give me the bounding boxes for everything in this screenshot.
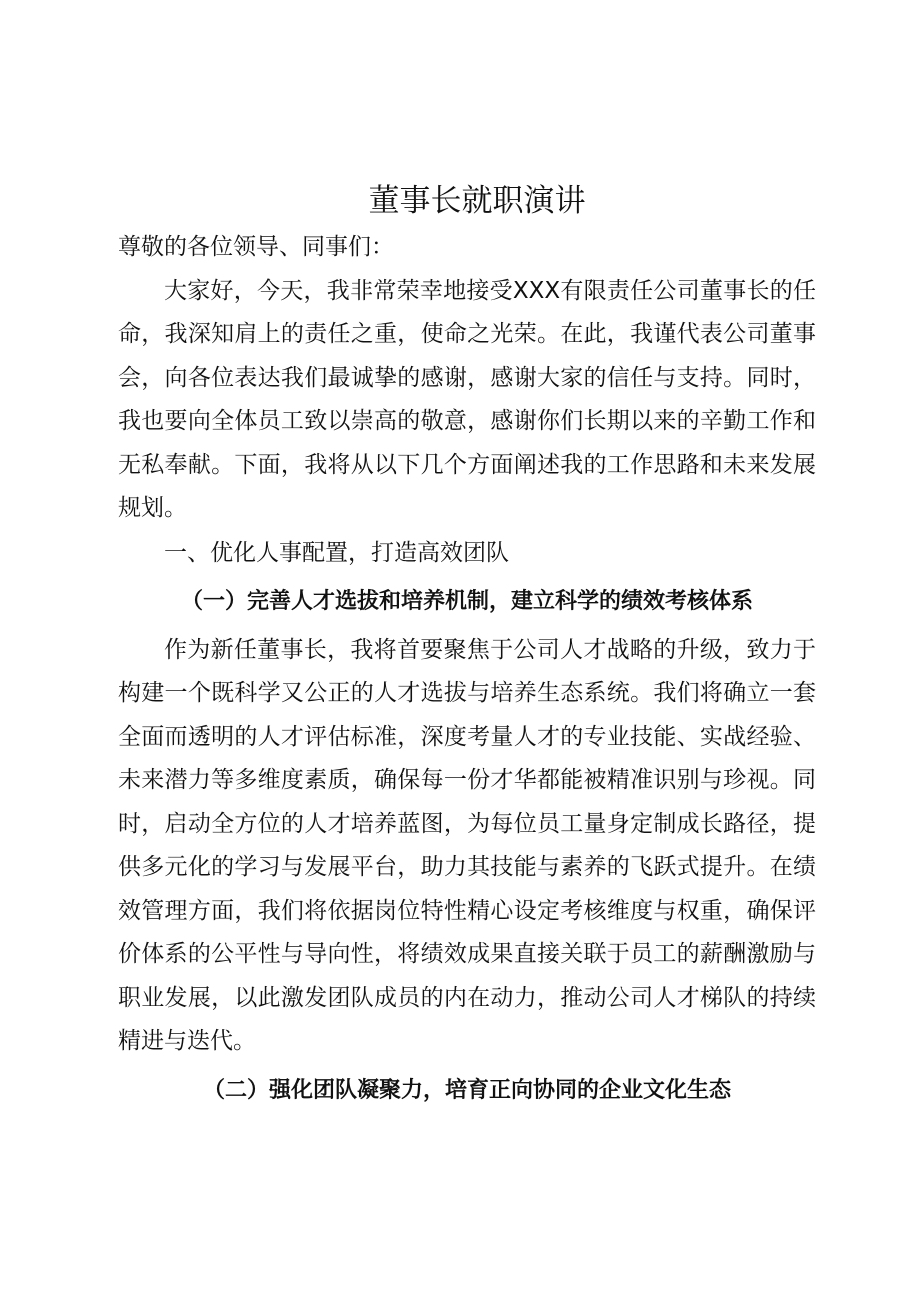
intro-paragraph: 大家好，今天，我非常荣幸地接受XXX有限责任公司董事长的任命，我深知肩上的责任之重，使命之光荣。在此，我谨代表公司董事会，向各位表达我们最诚挚的感谢，感谢大家的信任与支持。同时，我也要向全体员工致以崇高的敬意，感谢你们长期以来的辛勤工作和无私奉献。下面，我将从以下几个方面阐述我的工作思路和未来发展规划。 (118, 277, 816, 521)
section1-body-paragraph: 作为新任董事长，我将首要聚焦于公司人才战略的升级，致力于构建一个既科学又公正的人才选拔与培养生态系统。我们将确立一套全面而透明的人才评估标准，深度考量人才的专业技能、实战经验、未来潜力等多维度素质，确保每一份才华都能被精准识别与珍视。同时，启动全方位的人才培养蓝图，为每位员工量身定制成长路径，提供多元化的学习与发展平台，助力其技能与素养的飞跃式提升。在绩效管理方面，我们将依据岗位特性精心设定考核维度与权重，确保评价体系的公平性与导向性，将绩效成果直接关联于员工的薪酬激励与职业发展，以此激发团队成员的内在动力，推动公司人才梯队的持续精进与迭代。 (118, 636, 816, 1054)
subsection-heading-2: （二）强化团队凝聚力，培育正向协同的企业文化生态 (202, 1077, 731, 1103)
salutation: 尊敬的各位领导、同事们： (118, 234, 394, 260)
subsection-heading-1: （一）完善人才选拔和培养机制，建立科学的绩效考核体系 (180, 589, 753, 614)
document-body (118, 178, 816, 1117)
document-title: 董事长就职演讲 (368, 183, 586, 219)
section-heading-1: 一、优化人事配置，打造高效团队 (164, 539, 509, 566)
